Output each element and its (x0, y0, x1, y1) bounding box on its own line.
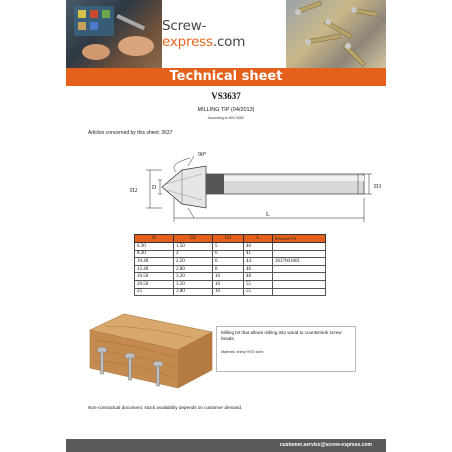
header-photo-screws (286, 0, 386, 68)
product-title: MILLING TIP (04/2013) (197, 107, 255, 113)
product-standard: According to DIN 335C (207, 116, 245, 120)
table-cell: 8.30 (135, 250, 174, 258)
table-cell: 48 (244, 273, 273, 281)
table-row (135, 288, 326, 296)
d2-label: D2 (130, 188, 138, 194)
table-cell (273, 288, 326, 296)
table-row (135, 280, 326, 288)
table-cell: 10 (213, 288, 244, 296)
table-cell (273, 243, 326, 251)
product-code: VS3637 (211, 91, 241, 101)
table-cell: 6.30 (135, 243, 174, 251)
d3-label: D3 (374, 184, 382, 190)
table-cell: 1.50 (174, 243, 213, 251)
column-header: D2 (174, 235, 213, 243)
column-header: D (135, 235, 174, 243)
table-cell: 12.40 (135, 265, 174, 273)
table-cell: 46 (244, 265, 273, 273)
table-cell: 10.40 (135, 258, 174, 266)
table-cell: 20.50 (135, 280, 174, 288)
description-text: Milling bit that allows milling into wood to countersink screw heads. (221, 330, 342, 341)
table-cell (273, 273, 326, 281)
disclaimer: Non-contractual document, stock availability depends on customer demand. (88, 405, 243, 410)
wood-countersink-illustration (84, 310, 216, 392)
table-cell: 10 (213, 280, 244, 288)
table-cell: 2.80 (174, 265, 213, 273)
table-row (135, 258, 326, 266)
table-cell: 6 (213, 258, 244, 266)
table-cell (273, 265, 326, 273)
table-cell: 55 (244, 288, 273, 296)
table-cell: 16.50 (135, 273, 174, 281)
column-header: Reference S-X (273, 235, 326, 243)
header-photo-tools (66, 0, 162, 68)
table-row (135, 273, 326, 281)
table-cell: 3637001001 (273, 258, 326, 266)
d-label: D (152, 185, 157, 191)
dimensions-table (134, 234, 326, 296)
table-cell (273, 250, 326, 258)
technical-sheet-banner: Technical sheet (66, 68, 386, 86)
table-cell: 3.80 (174, 288, 213, 296)
table-row (135, 250, 326, 258)
countersink-head-shape (162, 166, 206, 208)
tool-dimension-diagram (106, 148, 382, 226)
brand-logo[interactable]: Screw-express.com (162, 0, 286, 68)
table-cell: 5 (213, 243, 244, 251)
footer-bar (66, 439, 386, 452)
material-text: Material: shiny HSS steel (221, 350, 264, 354)
table-cell: 8 (213, 265, 244, 273)
table-cell: 10 (213, 273, 244, 281)
table-cell: 3.50 (174, 280, 213, 288)
tool-shank-shape (206, 174, 364, 194)
table-row (135, 243, 326, 251)
table-cell: 6 (213, 250, 244, 258)
table-header-row (135, 235, 326, 243)
angle-label: 90° (198, 152, 207, 158)
table-cell: 3.20 (174, 273, 213, 281)
description-box (216, 326, 356, 372)
table-cell: 41 (244, 250, 273, 258)
column-header: D3 (213, 235, 244, 243)
contact-email-link[interactable]: customer.service@screw-express.com (279, 442, 372, 448)
length-label: L (266, 212, 270, 218)
table-cell: 40 (244, 243, 273, 251)
table-row (135, 265, 326, 273)
table-cell (273, 280, 326, 288)
table-cell: 44 (244, 258, 273, 266)
articles-concerned: Articles concerned by this sheet: 3637 (88, 130, 173, 136)
table-cell: 25 (135, 288, 174, 296)
table-cell: 2.50 (174, 258, 213, 266)
table-cell: 55 (244, 280, 273, 288)
column-header: L (244, 235, 273, 243)
table-cell: 2 (174, 250, 213, 258)
document-page (66, 0, 386, 452)
